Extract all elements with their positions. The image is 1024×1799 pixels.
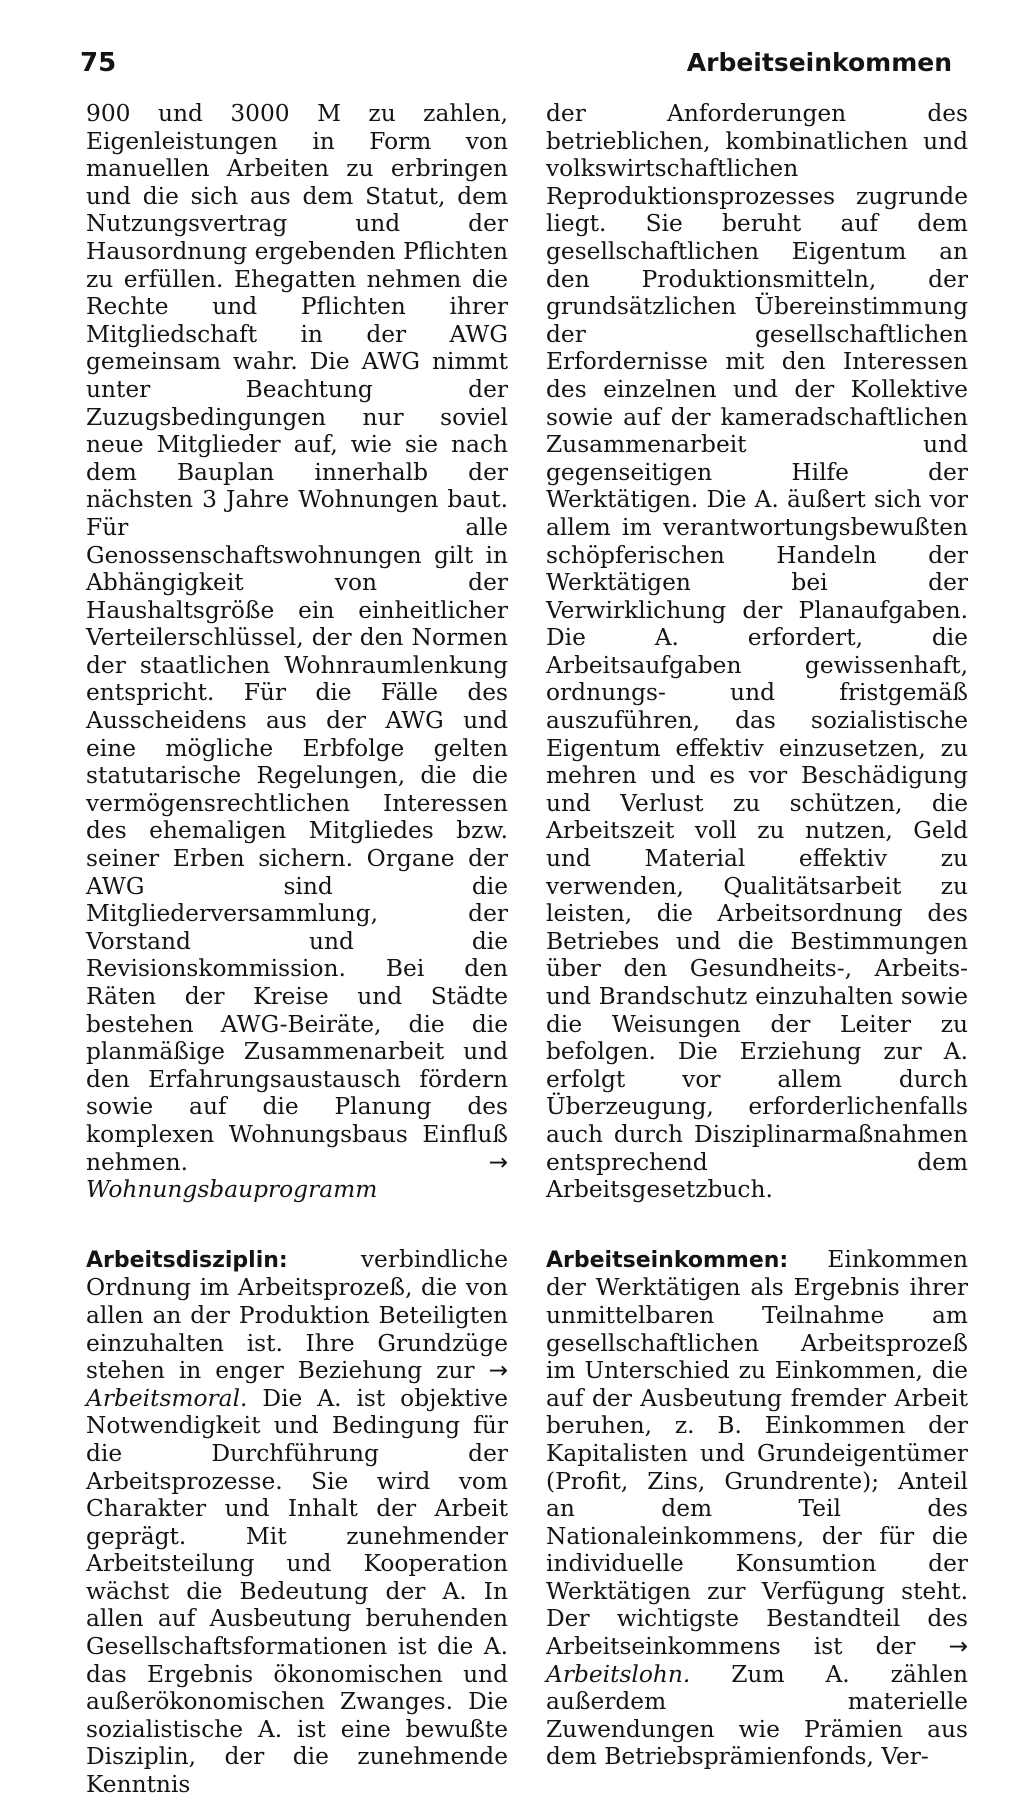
entry-spacer [546, 1204, 968, 1246]
entry-arbeitsdisziplin [86, 1246, 508, 1799]
continued-paragraph [546, 100, 968, 1204]
right-column [546, 100, 968, 1771]
cross-reference-link[interactable]: Arbeitslohn. [546, 1660, 691, 1688]
running-head: Arbeitseinkommen [686, 48, 952, 77]
page-number: 75 [80, 48, 117, 78]
left-column [86, 100, 508, 1799]
page-header [80, 40, 952, 90]
entry-headword: Arbeitseinkommen: [546, 1247, 789, 1273]
cross-reference-link[interactable]: Wohnungsbauprogramm [86, 1176, 378, 1204]
entry-text: Einkommen der Werktätigen als Ergebnis ihrer unmittelbaren Teilnahme am gesellschaftlichen Arbeitsprozeß im Unterschied zu Einkommen, die auf der Ausbeutung fremder Arbeit beruhen, z. B. Einkommen der Kapitalisten und Grundeigentümer (Profit, Zins, Grundrente); Anteil an dem Teil des Nationaleinkommens, der für die individuelle Konsumtion der Werktätigen zur Verfügung steht. Der wichtigste Bestandteil des Arbeitseinkommens ist der [546, 1245, 968, 1661]
continued-paragraph [86, 100, 508, 1204]
cross-reference-link[interactable]: Arbeitsmoral. [86, 1384, 248, 1412]
continued-text: der Anforderungen des betrieblichen, kombinatlichen und volkswirtschaftlichen Reproduktionsprozesses zugrunde liegt. Sie beruht auf dem gesellschaftlichen Eigentum an den Produktionsmitteln, der grundsätzlichen Übereinstimmung der gesellschaftlichen Erfordernisse mit den Interessen des einzelnen und der Kollektive sowie auf der kameradschaftlichen Zusammenarbeit und gegenseitigen Hilfe der Werktätigen. Die A. äußert sich vor allem im verantwortungsbewußten schöpferischen Handeln der Werktätigen bei der Verwirklichung der Planaufgaben. Die A. erfordert, die Arbeitsaufgaben gewissenhaft, ordnungs- und fristgemäß auszuführen, das sozialistische Eigentum effektiv einzusetzen, zu mehren und es vor Beschädigung und Verlust zu schützen, die Arbeitszeit voll zu nutzen, Geld und Material effektiv zu verwenden, Qualitätsarbeit zu leisten, die Arbeitsordnung des Betriebes und die Bestimmungen über den Gesundheits-, Arbeits- und Brandschutz einzuhalten sowie die Weisungen der Leiter zu befolgen. Die Erziehung zur A. erfolgt vor allem durch Überzeugung, erforderlichenfalls auch durch Disziplinarmaßnahmen entsprechend dem Arbeitsgesetzbuch. [546, 100, 968, 1204]
entry-text: verbindliche Ordnung im Arbeitsprozeß, die von allen an der Produktion Beteiligten einzuhalten ist. Ihre Grundzüge stehen in enger Beziehung zur [86, 1245, 508, 1385]
entry-headword: Arbeitsdisziplin: [86, 1247, 288, 1273]
cross-reference-arrow: → [948, 1633, 968, 1661]
continued-text: 900 und 3000 M zu zahlen, Eigenleistungen in Form von manuellen Arbeiten zu erbringen und die sich aus dem Statut, dem Nutzungsvertrag und der Hausordnung ergebenden Pflichten zu erfüllen. Ehegatten nehmen die Rechte und Pflichten ihrer Mitgliedschaft in der AWG gemeinsam wahr. Die AWG nimmt unter Beachtung der Zuzugsbedingungen nur soviel neue Mitglieder auf, wie sie nach dem Bauplan innerhalb der nächsten 3 Jahre Wohnungen baut. Für alle Genossenschaftswohnungen gilt in Abhängigkeit von der Haushaltsgröße ein einheitlicher Verteilerschlüssel, der den Normen der staatlichen Wohnraumlenkung entspricht. Für die Fälle des Ausscheidens aus der AWG und eine mögliche Erbfolge gelten statutarische Regelungen, die die vermögensrechtlichen Interessen des ehemaligen Mitgliedes bzw. seiner Erben sichern. Organe der AWG sind die Mitgliederversammlung, der Vorstand und die Revisionskommission. Bei den Räten der Kreise und Städte bestehen AWG-Beiräte, die die planmäßige Zusammenarbeit und den Erfahrungsaustausch fördern sowie auf die Planung des komplexen Wohnungsbaus Einfluß nehmen. [86, 100, 508, 1176]
entry-text-continued: Die A. ist objektive Notwendigkeit und Bedingung für die Durchführung der Arbeitsprozesse. Sie wird vom Charakter und Inhalt der Arbeit geprägt. Mit zunehmender Arbeitsteilung und Kooperation wächst die Bedeutung der A. In allen auf Ausbeutung beruhenden Gesellschaftsformationen ist die A. das Ergebnis ökonomischen und außerökonomischen Zwanges. Die sozialistische A. ist eine bewußte Disziplin, der die zunehmende Kenntnis [86, 1384, 508, 1799]
cross-reference-arrow: → [488, 1357, 508, 1385]
cross-reference-arrow: → [488, 1148, 508, 1176]
entry-spacer [86, 1204, 508, 1246]
entry-arbeitseinkommen [546, 1246, 968, 1771]
entry-text-continued: Zum A. zählen außerdem materielle Zuwendungen wie Prämien aus dem Betriebsprämienfonds, Ver- [546, 1660, 969, 1771]
